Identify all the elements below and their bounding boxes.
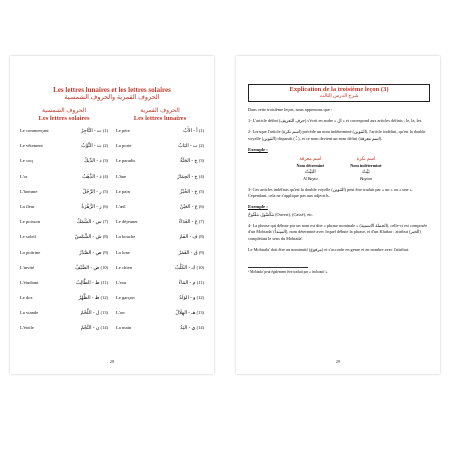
letter-row — [20, 128, 108, 143]
arabic-entry — [180, 325, 204, 331]
arabic-entry — [76, 280, 108, 286]
example-ar-word: بَيْتٌ — [361, 169, 370, 175]
paragraph-1: 1- L'article défini (حرف التعريف) s'écrit en arabe « ال » et correspond aux articles définis ; le, la, les. — [248, 118, 423, 124]
entry-number: (5) — [102, 188, 108, 194]
arabic-entry — [77, 219, 108, 225]
entry-number: (13) — [196, 310, 204, 316]
paragraph-2: 2- Lorsque l'article (اسم نكرة) précède un nom indéterminé (التنوين), l'article indéfini, qu'est la double voyelle (التنوين) disparaît ( ـٌ ), et ce nom devient un nom défini (اسم معرفة). — [248, 129, 426, 141]
example-ar-top: اسم معرفة — [299, 156, 322, 162]
entry-number: (7) — [198, 219, 204, 225]
entry-number: (11) — [100, 279, 108, 285]
arabic-entry — [81, 204, 108, 210]
entry-number: (1) — [198, 128, 204, 133]
letter-row — [116, 143, 204, 158]
arabic-word: ج - الجَنَّةُ — [179, 159, 198, 165]
arabic-entry — [183, 128, 204, 134]
arabic-entry — [81, 325, 108, 331]
entry-number: (5) — [198, 188, 204, 194]
entry-number: (1) — [102, 128, 108, 133]
arabic-entry — [82, 174, 108, 180]
page-number: 28 — [109, 359, 115, 364]
paragraph-5: Le Mobtada' doit être au nominatif (مرفوع) et s'accorde en genre et en nombre avec l'attribut. — [248, 246, 410, 252]
arabic-entry — [81, 143, 108, 149]
french-word: La fleur — [20, 203, 35, 209]
entry-number: (2) — [198, 143, 204, 149]
footnote: ¹ Mobtada' peut également être traduit par « inchoatif ». — [248, 270, 329, 275]
arabic-word: ر - الرَّجُلُ — [82, 189, 102, 195]
entry-number: (3) — [102, 158, 108, 164]
arabic-entry — [180, 204, 204, 210]
arabic-word: و - الوَلَدُ — [179, 296, 196, 302]
example-2-label: Exemple : — [248, 204, 268, 210]
lesson-title-arabic: شرح الدرس الثالث — [319, 94, 359, 99]
arabic-word: هـ - الهِلَالُ — [175, 311, 196, 317]
arabic-word: غ - الغَدَاءُ — [178, 220, 198, 226]
arabic-entry — [82, 189, 108, 195]
arabic-word: ح - الحِمَارُ — [177, 174, 198, 180]
arabic-entry — [179, 234, 204, 240]
arabic-word: ث - الثَّوْبُ — [81, 144, 102, 150]
french-word: Le vêtement — [20, 143, 43, 149]
arabic-word: ق - القَمَرُ — [178, 250, 198, 256]
arabic-entry — [175, 265, 204, 271]
arabic-entry — [81, 128, 108, 134]
letter-row — [20, 310, 108, 325]
arabic-entry — [179, 280, 204, 286]
arabic-entry — [84, 158, 108, 164]
arabic-word: ش - الشَّمْسُ — [74, 235, 102, 241]
french-word: Le commerçant — [20, 128, 49, 133]
entry-number: (4) — [198, 173, 204, 179]
french-word: Le poisson — [20, 219, 41, 225]
letter-row — [116, 234, 204, 249]
entry-number: (9) — [102, 249, 108, 255]
french-word: L'eau — [116, 279, 127, 285]
arabic-entry — [180, 189, 204, 195]
intro-text: Dans cette troisième leçon, nous apprenons que : — [248, 107, 333, 112]
example-grid — [248, 156, 430, 182]
letter-row — [116, 295, 204, 310]
entry-number: (6) — [198, 203, 204, 209]
french-word: Le paradis — [116, 158, 136, 164]
entry-number: (14) — [196, 325, 204, 331]
letter-row — [116, 158, 204, 173]
arabic-word: ذ - الذَّهَبُ — [82, 174, 102, 180]
arabic-entry — [75, 234, 108, 240]
example-transliteration: Baytun — [359, 175, 372, 181]
letter-row — [116, 280, 204, 295]
lunar-letters-column — [116, 108, 204, 341]
arabic-entry — [79, 250, 108, 256]
letter-row — [20, 158, 108, 173]
page-number: 29 — [335, 359, 341, 364]
letter-row — [116, 189, 204, 204]
right-page — [236, 56, 440, 374]
arabic-word: س - السَّمَكُ — [76, 220, 102, 226]
entry-number: (10) — [100, 264, 108, 270]
arabic-word: ظ - الظَّهْرُ — [78, 296, 100, 302]
arabic-entry — [179, 295, 204, 301]
arabic-entry — [75, 265, 108, 271]
letter-row — [20, 189, 108, 204]
solar-heading: Les lettres solaires — [38, 115, 90, 122]
letter-row — [20, 143, 108, 158]
french-word: L'or — [20, 173, 28, 179]
arabic-word: ن - النَّجْمُ — [80, 326, 100, 332]
entry-number: (2) — [102, 143, 108, 149]
letter-row — [20, 295, 108, 310]
entry-number: (3) — [198, 158, 204, 164]
arabic-word: أ - الأَبُ — [183, 129, 198, 134]
french-word: Le chien — [116, 264, 132, 270]
arabic-word: ض - الضَّيْفُ — [75, 265, 100, 271]
arabic-word: ي - اليَدُ — [180, 326, 196, 332]
lunar-heading: Les lettres lunaires — [133, 115, 187, 122]
french-word: L'étudiant — [20, 279, 39, 285]
french-word: Le pain — [116, 188, 130, 194]
example-undetermined — [350, 156, 381, 182]
page-title: Les lettres lunaires et les lettres solaires — [53, 86, 171, 94]
french-word: La bouche — [116, 234, 136, 240]
french-word: La porte — [116, 143, 132, 149]
letter-row — [116, 128, 204, 143]
page-subtitle-arabic: الحروف القمرية والحروف الشمسية — [64, 94, 160, 101]
paragraph-3: 3- Ces articles indéfinis qu'est la double voyelle (التنوين) peut être traduit par « un » ou « une ». Cependant, cela ne s'applique pas aux adjectifs. — [248, 186, 413, 199]
letter-row — [20, 219, 108, 234]
letter-row — [116, 250, 204, 265]
french-word: La main — [116, 325, 132, 331]
letter-row — [20, 250, 108, 265]
letter-row — [20, 174, 108, 189]
french-word: L'homme — [20, 188, 38, 194]
example-label-fr: Nom indéterminé — [350, 162, 382, 168]
arabic-entry — [178, 143, 204, 149]
example-label-fr: Nom déterminé — [296, 162, 325, 168]
arabic-entry — [81, 310, 109, 316]
solar-heading-arabic: الحروف الشمسية — [42, 108, 86, 114]
arabic-word: د - الدِّيكُ — [84, 159, 102, 165]
arabic-word: ب - البَابُ — [178, 144, 198, 150]
entry-number: (12) — [100, 295, 108, 301]
entry-number: (13) — [100, 310, 108, 316]
entry-number: (12) — [196, 295, 204, 301]
french-word: Le coq — [20, 158, 33, 164]
solar-letters-column — [20, 108, 108, 341]
letter-row — [116, 325, 204, 340]
french-word: La poitrine — [20, 249, 41, 255]
french-word: Le soleil — [20, 234, 36, 240]
entry-number: (4) — [102, 173, 108, 179]
entry-number: (8) — [102, 234, 108, 240]
arabic-word: ط - الطَّالِبُ — [75, 280, 100, 286]
letter-row — [20, 265, 108, 280]
letter-row — [116, 204, 204, 219]
arabic-entry — [180, 158, 204, 164]
letter-row — [116, 265, 204, 280]
lunar-heading-arabic: الحروف القمرية — [140, 108, 180, 114]
french-word: La viande — [20, 310, 39, 316]
left-page — [10, 56, 214, 374]
example-ar-word: البَيْتُ — [304, 169, 316, 175]
entry-number: (10) — [196, 264, 204, 270]
footnote-rule — [248, 267, 308, 268]
letter-row — [116, 174, 204, 189]
arabic-word: ف - الفَمُ — [179, 235, 198, 241]
example-transliteration: Al Baytu — [303, 175, 318, 181]
example-label: Exemple : — [248, 146, 268, 152]
entry-number: (7) — [102, 219, 108, 225]
french-word: L'arc — [116, 310, 126, 316]
french-word: Le père — [116, 128, 130, 133]
letter-row — [20, 204, 108, 219]
french-word: La lune — [116, 249, 130, 255]
arabic-entry — [79, 295, 108, 301]
entry-number: (8) — [198, 234, 204, 240]
arabic-word: خ - الخُبْزُ — [179, 189, 198, 195]
french-word: L'œil — [116, 203, 126, 209]
arabic-word: ل - اللَّحْمُ — [80, 311, 100, 317]
arabic-word: ز - الزَّهْرَةُ — [81, 204, 102, 210]
french-word: L'invité — [20, 264, 35, 270]
arabic-entry — [178, 250, 204, 256]
letter-row — [116, 310, 204, 325]
french-word: Le dos — [20, 295, 33, 301]
french-word: L'étoile — [20, 325, 34, 331]
paragraph-4: 4- La phrase qui débute par un nom est dite « phrase nominale » (الجملة الاسمية), celle-ci est composée d'un Mobtada' (المبتدأ), nom déterminé avec lequel débute la phrase, et d'un Khabar : attribut (الخبر) complétant le sens du Mobtada'. — [248, 223, 428, 241]
letter-row — [20, 234, 108, 249]
entry-number: (14) — [100, 325, 108, 331]
lesson-title: Explication de la troisième leçon (3) — [289, 86, 389, 93]
arabic-word: ص - الصَّدْرُ — [79, 250, 102, 256]
arabic-word: م - المَاءُ — [178, 280, 196, 286]
arabic-word: ت - التَّاجِرُ — [80, 129, 102, 134]
example-ar-top: اسم نكرة — [356, 156, 376, 162]
arabic-word: ع - العَيْنُ — [179, 204, 198, 210]
arabic-entry — [179, 219, 204, 225]
lesson-title-box — [248, 84, 430, 102]
french-word: L'âne — [116, 173, 127, 179]
example-determined — [296, 156, 324, 182]
french-word: Le garçon — [116, 295, 135, 301]
entry-number: (11) — [196, 279, 204, 285]
arabic-entry — [177, 174, 204, 180]
arabic-entry — [175, 310, 204, 316]
letter-row — [20, 280, 108, 295]
arabic-word: ك - الكَلْبُ — [174, 265, 196, 271]
entry-number: (9) — [198, 249, 204, 255]
letter-row — [116, 219, 204, 234]
entry-number: (6) — [102, 203, 108, 209]
letter-row — [20, 325, 108, 340]
example-2-text: مَكْسُورٌ، مَفْتُوحٌ (Ouvert), (Cassé), etc. — [248, 212, 314, 218]
french-word: Le déjeuner — [116, 219, 138, 225]
